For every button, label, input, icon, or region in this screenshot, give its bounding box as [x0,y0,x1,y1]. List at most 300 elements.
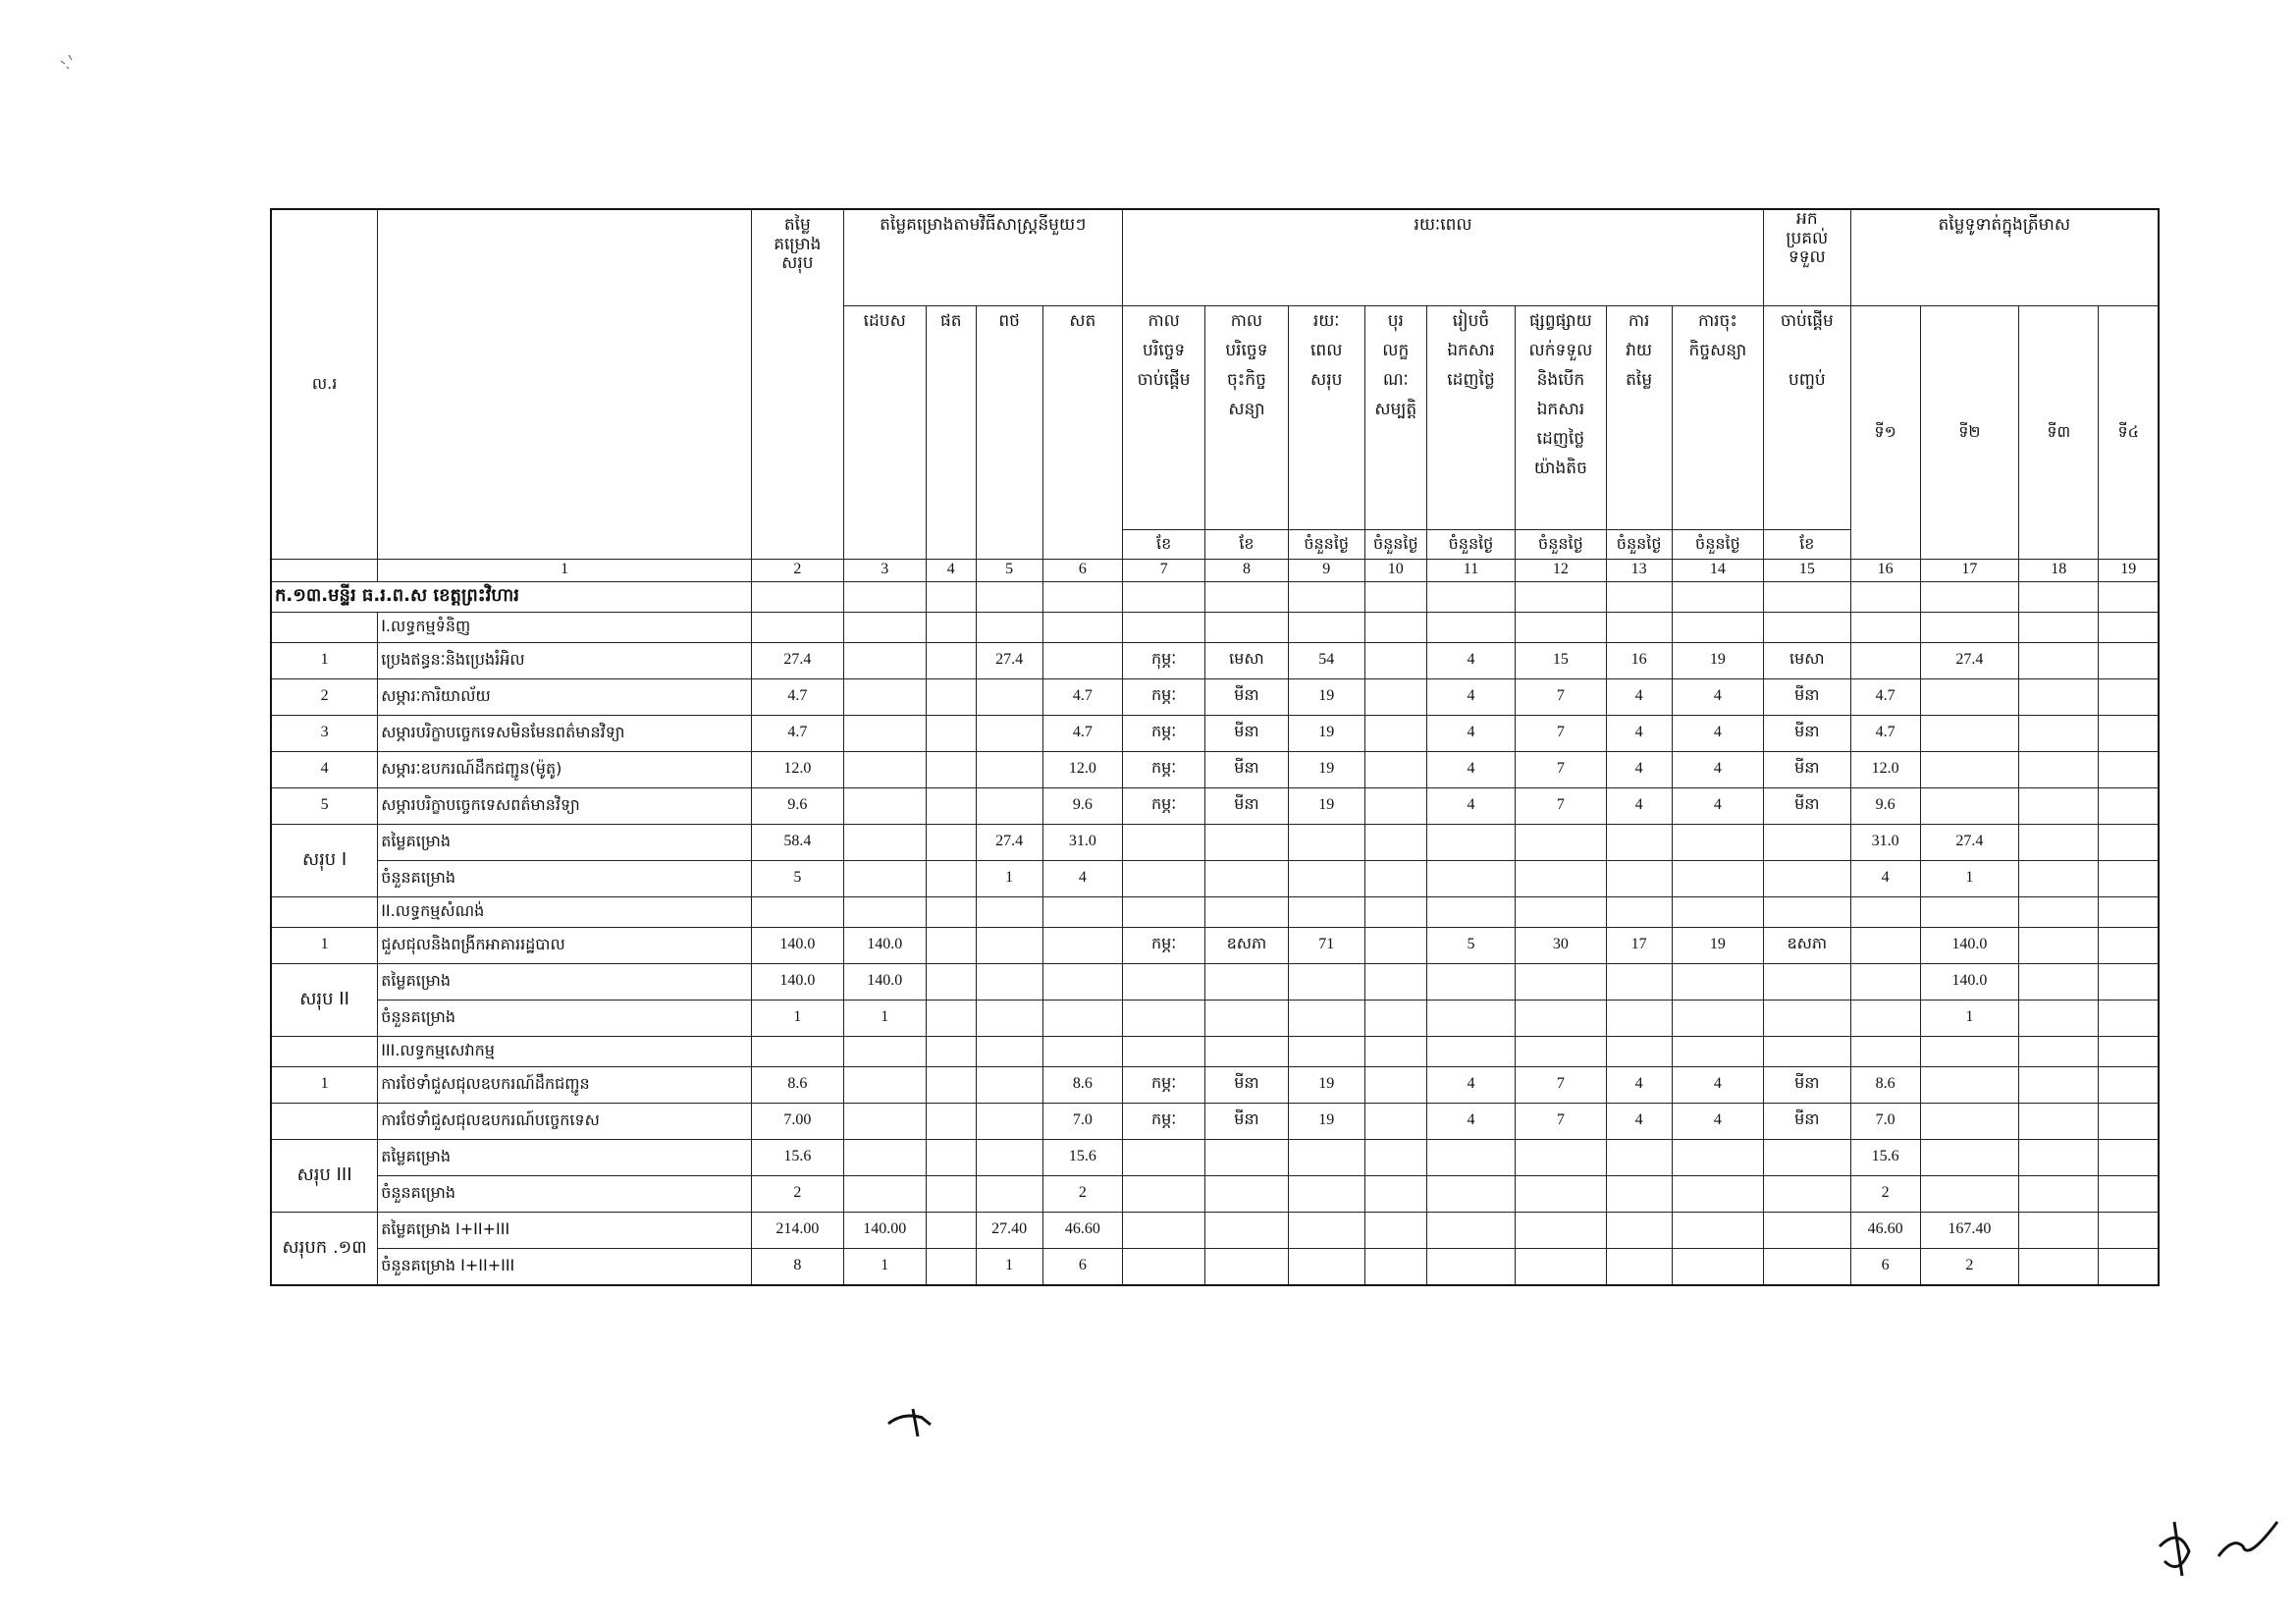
empty-cell [1606,963,1672,1000]
method-cost [926,715,976,751]
item-description: ការថែទាំជួសជុលឧបករណ៍បច្ចេកទេស [378,1103,752,1139]
empty-cell [2019,581,2099,612]
header-line: ឯកសារ [1536,399,1585,419]
duration-value: មីនា [1764,1103,1850,1139]
header-line: សរុប [1310,369,1343,390]
index-cell [271,559,378,581]
row-number: 5 [271,787,378,824]
empty-cell [1764,1000,1850,1036]
quarter-payment: 2 [1920,1248,2019,1285]
summary-row [271,1139,2159,1175]
header-line: ផ្សព្វផ្សាយ [1528,310,1592,331]
total-cost: 27.4 [752,642,843,678]
method-cost [843,1175,926,1212]
total-cost: 15.6 [752,1139,843,1175]
duration-value: 7 [1516,678,1606,715]
empty-cell [1205,1036,1288,1066]
method-cost: 31.0 [1042,824,1122,860]
empty-cell [926,1036,976,1066]
empty-cell [2099,581,2159,612]
empty-cell [843,581,926,612]
duration-value: មីនា [1205,787,1288,824]
header-line: ណៈ [1382,369,1409,390]
duration-value: កុម្ភៈ [1122,642,1204,678]
duration-value: 15 [1516,642,1606,678]
quarter-header: ទី១ [1850,305,1920,559]
empty-cell [1122,824,1204,860]
empty-cell [1288,824,1364,860]
quarter-payment: 4.7 [1850,678,1920,715]
duration-value: 4 [1606,751,1672,787]
duration-value: ឧសភា [1205,927,1288,963]
empty-cell [1205,824,1288,860]
group-title: I.លទ្ធកម្មទំនិញ [378,612,752,642]
item-description: ជួសជុលនិងពង្រីកអាគាររដ្ឋបាល [378,927,752,963]
header-line: សម្បត្តិ [1374,399,1417,419]
empty-cell [1516,1212,1606,1248]
summary-label: សរុប III [271,1139,378,1212]
quarter-payment [1920,1066,2019,1103]
duration-value: 7 [1516,715,1606,751]
empty-cell [1764,824,1850,860]
empty-cell [1850,581,1920,612]
empty-cell [1288,581,1364,612]
col-total-header [752,209,843,559]
method-cost: 8.6 [1042,1066,1122,1103]
header-line: ដេញថ្លៃ [1447,369,1495,390]
empty-cell [1764,963,1850,1000]
method-cost [976,751,1042,787]
method-cost [976,1175,1042,1212]
empty-cell [1122,1175,1204,1212]
empty-cell [1672,963,1763,1000]
unit-header: ចំនួនថ្ងៃ [1516,529,1606,559]
method-cost [1042,927,1122,963]
summary-label: សរុបក .១៣ [271,1212,378,1285]
header-line: បរិច្ចេទ [1143,340,1186,360]
duration-value: កម្ភៈ [1122,1066,1204,1103]
method-cost [926,860,976,896]
empty-cell [1920,896,2019,927]
duration-value: 54 [1288,642,1364,678]
empty-cell [271,1036,378,1066]
method-cost [976,963,1042,1000]
quarter-payment: 4 [1850,860,1920,896]
empty-cell [1920,1036,2019,1066]
empty-cell [1364,824,1426,860]
duration-value [1364,1066,1426,1103]
header-line: រយៈ [1312,310,1340,331]
duration-value: 4 [1672,678,1763,715]
empty-cell [843,612,926,642]
quarter-payment: 15.6 [1850,1139,1920,1175]
duration-value: 19 [1672,642,1763,678]
empty-cell [1426,1000,1515,1036]
quarter-payment: 27.4 [1920,642,2019,678]
empty-cell [1606,1139,1672,1175]
duration-value [1364,678,1426,715]
duration-value: 4 [1426,678,1515,715]
method-cost: 15.6 [1042,1139,1122,1175]
duration-value: មីនា [1764,715,1850,751]
duration-value: 4 [1426,642,1515,678]
section-title: ក.១៣.មន្ទីរ ធ.រ.ព.ស ខេត្តព្រះវិហារ [271,581,752,612]
empty-cell [1122,860,1204,896]
empty-cell [1606,1248,1672,1285]
empty-cell [1205,612,1288,642]
header-line: ចាប់ផ្តើម [1780,310,1834,331]
duration-value [1364,1103,1426,1139]
method-cost [976,1103,1042,1139]
header-line: បរិច្ចេទ [1225,340,1268,360]
method-cost [926,927,976,963]
row-number: 2 [271,678,378,715]
item-description: សម្ភារៈការិយាល័យ [378,678,752,715]
empty-cell [1606,1000,1672,1036]
empty-cell [1364,1000,1426,1036]
duration-value: មីនា [1764,787,1850,824]
empty-cell [1426,1248,1515,1285]
duration-col-header [1764,305,1850,529]
table-row [271,715,2159,751]
total-cost: 9.6 [752,787,843,824]
empty-cell [1205,1000,1288,1036]
empty-cell [1205,1212,1288,1248]
empty-cell [1920,581,2019,612]
index-cell: 6 [1042,559,1122,581]
header-line: យ៉ាងតិច [1533,458,1587,478]
empty-cell [1764,1248,1850,1285]
unit-header: ចំនួនថ្ងៃ [1426,529,1515,559]
header-line: ចាប់ផ្តើម [1137,369,1191,390]
duration-value: ឧសភា [1764,927,1850,963]
quarter-payment [2019,678,2099,715]
method-cost [926,787,976,824]
empty-cell [1850,1036,1920,1066]
summary-row [271,824,2159,860]
method-cost: 27.4 [976,642,1042,678]
duration-header: រយៈពេល [1122,209,1763,305]
total-cost: 8 [752,1248,843,1285]
empty-cell [1288,1212,1364,1248]
quarter-payment [2019,715,2099,751]
empty-cell [1672,612,1763,642]
empty-cell [2099,896,2159,927]
method-cost [926,963,976,1000]
empty-cell [1205,1175,1288,1212]
quarter-payment [2019,642,2099,678]
quarter-payment [1850,1000,1920,1036]
header-line [1767,342,1846,371]
header-line: ប្រគល់ [1786,228,1829,248]
summary-row-label: ចំនួនគម្រោង [378,1175,752,1212]
empty-cell [1764,1139,1850,1175]
duration-col-header [1426,305,1515,529]
method-cost [976,927,1042,963]
duration-value: មីនា [1764,678,1850,715]
duration-value: កម្ភៈ [1122,715,1204,751]
empty-cell [1516,1248,1606,1285]
empty-cell [1364,1036,1426,1066]
method-cost [843,1139,926,1175]
summary-label: សរុប II [271,963,378,1036]
method-header: សត [1042,305,1122,559]
method-cost [843,678,926,715]
total-cost: 214.00 [752,1212,843,1248]
index-cell: 1 [378,559,752,581]
quarter-payment [2099,824,2159,860]
initial-scribble-icon [883,1399,942,1438]
index-cell: 10 [1364,559,1426,581]
index-cell: 3 [843,559,926,581]
method-header: ពថ [976,305,1042,559]
table-row [271,678,2159,715]
method-cost [976,1139,1042,1175]
duration-value: មីនា [1205,715,1288,751]
duration-value: មីនា [1205,678,1288,715]
quarter-payment [1920,678,2019,715]
duration-value: 71 [1288,927,1364,963]
empty-cell [1122,1248,1204,1285]
empty-cell [843,896,926,927]
quarter-payment [2019,1066,2099,1103]
empty-cell [926,896,976,927]
duration-value: មីនា [1764,751,1850,787]
header-line: តម្លៃ [1626,369,1653,390]
header-line: រៀបចំ [1452,310,1490,331]
duration-value [1364,642,1426,678]
quarter-payment [2099,751,2159,787]
empty-cell [1364,896,1426,927]
quarter-payment [1920,751,2019,787]
method-cost: 140.0 [843,963,926,1000]
table-row [271,927,2159,963]
empty-cell [1920,612,2019,642]
duration-value [1364,715,1426,751]
duration-value: 4 [1606,715,1672,751]
duration-value: កម្ភៈ [1122,1103,1204,1139]
empty-cell [1364,1139,1426,1175]
empty-cell [1606,860,1672,896]
duration-value: 4 [1672,715,1763,751]
empty-cell [1606,581,1672,612]
quarter-payment [2099,1175,2159,1212]
total-cost: 140.0 [752,963,843,1000]
table-row [271,1103,2159,1139]
quarter-payment [2019,751,2099,787]
empty-cell [1288,1000,1364,1036]
empty-cell [1288,612,1364,642]
quarter-payment: 31.0 [1850,824,1920,860]
duration-value: 17 [1606,927,1672,963]
duration-value: 4 [1426,787,1515,824]
summary-row-label: តម្លៃគម្រោង [378,824,752,860]
duration-value: 19 [1288,787,1364,824]
unit-header: ខែ [1764,529,1850,559]
duration-col-header [1122,305,1204,529]
duration-value: 19 [1672,927,1763,963]
quarter-header: ទី២ [1920,305,2019,559]
total-cost: 4.7 [752,715,843,751]
table-row [271,1066,2159,1103]
header-line: អក [1796,209,1818,229]
method-cost: 27.40 [976,1212,1042,1248]
empty-cell [1426,860,1515,896]
header-line: និងបើក [1536,369,1585,390]
quarter-payment [2019,1139,2099,1175]
duration-value: 19 [1288,1103,1364,1139]
summary-row-label: ចំនួនគម្រោង I+II+III [378,1248,752,1285]
row-number: 1 [271,927,378,963]
empty-cell [1516,860,1606,896]
empty-cell [1042,612,1122,642]
quarter-payment [2099,927,2159,963]
empty-cell [1764,896,1850,927]
empty-cell [976,1036,1042,1066]
duration-col-header [1205,305,1288,529]
quarter-payment: 1 [1920,860,2019,896]
duration-value: កម្ភៈ [1122,751,1204,787]
empty-cell [1288,1248,1364,1285]
empty-cell [1364,963,1426,1000]
method-cost [976,1066,1042,1103]
method-cost [926,751,976,787]
empty-cell [1606,1212,1672,1248]
empty-cell [1122,963,1204,1000]
empty-cell [1122,896,1204,927]
header-line: គម្រោង [774,234,822,254]
method-cost [843,860,926,896]
empty-cell [1426,896,1515,927]
quarter-payment [2099,787,2159,824]
empty-cell [1288,1139,1364,1175]
row-number [271,1103,378,1139]
duration-value: 4 [1426,1066,1515,1103]
method-cost: 7.0 [1042,1103,1122,1139]
header-line: សរុប [781,253,814,274]
quarter-payment [1850,642,1920,678]
quarter-payment [2019,787,2099,824]
empty-cell [1122,1000,1204,1036]
empty-cell [1516,1139,1606,1175]
quarter-payment [2099,963,2159,1000]
table-row [271,751,2159,787]
duration-col-header [1672,305,1763,529]
summary-row-label: តម្លៃគម្រោង [378,1139,752,1175]
empty-cell [1516,1000,1606,1036]
index-cell: 16 [1850,559,1920,581]
quarter-payment [2019,1248,2099,1285]
quarter-payment [2019,1175,2099,1212]
empty-cell [1426,581,1515,612]
item-description: ការថែទាំជួសជុលឧបករណ៍ដឹកជញ្ជូន [378,1066,752,1103]
duration-value: 4 [1672,1103,1763,1139]
table-row [271,787,2159,824]
method-cost [843,824,926,860]
empty-cell [1672,860,1763,896]
unit-header: ចំនួនថ្ងៃ [1364,529,1426,559]
total-cost: 8.6 [752,1066,843,1103]
empty-cell [1516,896,1606,927]
duration-value: មីនា [1205,1103,1288,1139]
quarter-payment [2099,1248,2159,1285]
method-cost: 46.60 [1042,1212,1122,1248]
method-cost: 140.0 [843,927,926,963]
empty-cell [1672,1248,1763,1285]
quarter-payment [1920,1103,2019,1139]
empty-cell [1364,1212,1426,1248]
header-line: ឯកសារ [1447,340,1495,360]
index-cell: 18 [2019,559,2099,581]
empty-cell [1672,896,1763,927]
quarter-payment [2099,642,2159,678]
empty-cell [1288,963,1364,1000]
duration-value: 4 [1606,787,1672,824]
unit-header: ចំនួនថ្ងៃ [1606,529,1672,559]
header-line: ចុះកិច្ច [1227,369,1266,390]
quarter-payment: 167.40 [1920,1212,2019,1248]
empty-cell [1516,1036,1606,1066]
empty-cell [1426,963,1515,1000]
method-cost [976,787,1042,824]
duration-value: 4 [1606,1066,1672,1103]
index-cell: 9 [1288,559,1364,581]
empty-cell [1516,1175,1606,1212]
method-cost [1042,1000,1122,1036]
method-cost [926,1000,976,1036]
method-cost [843,1103,926,1139]
empty-cell [1426,824,1515,860]
empty-cell [2019,896,2099,927]
empty-cell [1042,1036,1122,1066]
duration-value [1364,927,1426,963]
empty-cell [1205,1139,1288,1175]
quarter-header: ទី៤ [2099,305,2159,559]
empty-cell [1205,581,1288,612]
duration-value: មីនា [1205,1066,1288,1103]
index-cell: 7 [1122,559,1204,581]
total-cost: 7.00 [752,1103,843,1139]
header-line: សន្យា [1228,399,1265,419]
quarter-payment: 1 [1920,1000,2019,1036]
item-description: សម្ភារបរិក្ខាបច្ចេកទេសពត៌មានវិទ្យា [378,787,752,824]
index-cell: 2 [752,559,843,581]
empty-cell [1288,1175,1364,1212]
header-line: វាយ [1626,340,1653,360]
index-cell: 14 [1672,559,1763,581]
duration-col-header [1288,305,1364,529]
quarter-payment: 27.4 [1920,824,2019,860]
empty-cell [1850,612,1920,642]
empty-cell [1764,1036,1850,1066]
quarter-payment: 140.0 [1920,963,2019,1000]
empty-cell [1122,1139,1204,1175]
header-line: ការ [1628,310,1650,331]
empty-cell [752,581,843,612]
method-cost [926,824,976,860]
method-cost: 1 [843,1248,926,1285]
quarter-payment: 12.0 [1850,751,1920,787]
header-line: ពេល [1310,340,1343,360]
method-cost [976,678,1042,715]
summary-row [271,1175,2159,1212]
empty-cell [2099,1036,2159,1066]
empty-cell [976,612,1042,642]
total-cost: 12.0 [752,751,843,787]
quarter-payment: 8.6 [1850,1066,1920,1103]
empty-cell [1672,824,1763,860]
duration-value: 19 [1288,751,1364,787]
